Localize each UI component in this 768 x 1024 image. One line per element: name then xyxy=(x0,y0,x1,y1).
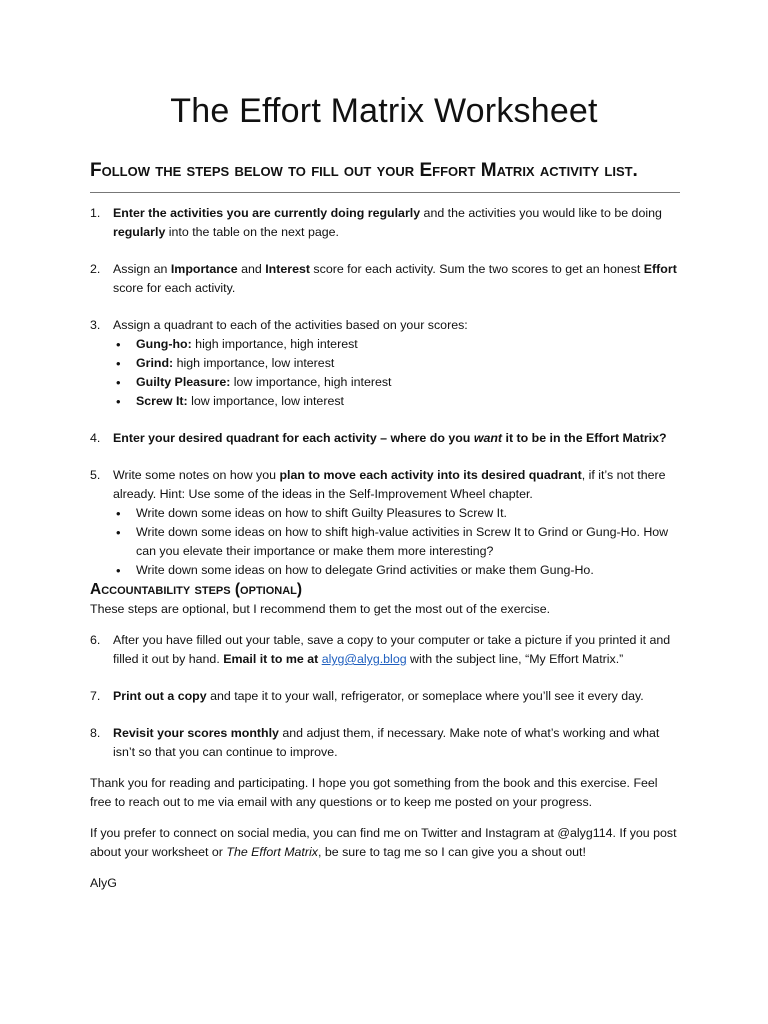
accountability-intro: These steps are optional, but I recommend them to get the most out of the exercise. xyxy=(90,602,551,616)
paragraph-text: , be sure to tag me so I can give you a shout out! xyxy=(317,845,586,859)
email-link[interactable]: alyg@alyg.blog xyxy=(321,652,407,666)
quadrant-description: high importance, low interest xyxy=(173,356,335,370)
step-8 xyxy=(90,724,680,762)
list-item xyxy=(113,335,680,354)
step-number: 3. xyxy=(90,318,101,332)
step-text-bold: Enter the activities you are currently doing regularly xyxy=(113,206,421,220)
signature: AlyG xyxy=(90,876,117,890)
step-1 xyxy=(90,204,680,242)
step-text: with the subject line, “My Effort Matrix.” xyxy=(406,652,624,666)
step-text: it to be in the Effort Matrix? xyxy=(502,431,667,445)
quadrant-label: Grind: xyxy=(136,356,174,370)
step-text-bold: Revisit your scores monthly xyxy=(113,726,279,740)
section-heading-instructions: Follow the steps below to fill out your Effort Matrix activity list. xyxy=(90,160,638,181)
step-number: 5. xyxy=(90,468,101,482)
list-item xyxy=(113,373,680,392)
quadrant-label: Guilty Pleasure: xyxy=(136,375,231,389)
list-item xyxy=(113,392,680,411)
step-text-bold: desired quadrant xyxy=(178,431,279,445)
quadrant-list xyxy=(90,335,680,411)
step-text: and tape it to your wall, refrigerator, or someplace where you’ll see it every day. xyxy=(206,689,644,703)
step-number: 6. xyxy=(90,633,101,647)
step-text-bold: Effort xyxy=(643,262,677,276)
quadrant-description: low importance, low interest xyxy=(187,394,344,408)
document-body xyxy=(90,204,680,893)
heading-divider xyxy=(90,192,680,193)
closing-paragraph: Thank you for reading and participating. I hope you got something from the book and this exercise. Feel free to reach out to me via email with any questions or to keep me posted on your progress. xyxy=(90,776,658,809)
step-7 xyxy=(90,687,680,706)
step-number: 7. xyxy=(90,689,101,703)
step-text: score for each activity. Sum the two scores to get an honest xyxy=(309,262,644,276)
step-text: After you have filled out your table, save a copy to your computer or take a picture if you printed it and filled it out by hand. xyxy=(113,633,671,666)
page-title: The Effort Matrix Worksheet xyxy=(170,92,598,130)
step-text: Assign an xyxy=(113,262,171,276)
step-number: 1. xyxy=(90,206,101,220)
section-heading-accountability: Accountability steps (optional) xyxy=(90,581,303,598)
step-text-italic: want xyxy=(473,431,503,445)
step-text: and xyxy=(237,262,266,276)
list-item: • Write down some ideas on how to shift high-value activities in Screw It to Grind or Gung-Ho. How can you elevate their importance or make them more interesting? xyxy=(113,523,680,561)
step-5 xyxy=(90,466,680,504)
quadrant-label: Gung-ho: xyxy=(136,337,192,351)
notes-list xyxy=(90,504,680,580)
step-number: 8. xyxy=(90,726,101,740)
list-item xyxy=(113,354,680,373)
paragraph-text: If you prefer to connect on social media, you can find me on Twitter and Instagram at @alyg114. If you post about your worksheet or xyxy=(90,826,677,859)
step-text: Enter your xyxy=(113,431,179,445)
step-text-bold: Importance xyxy=(170,262,238,276)
social-paragraph xyxy=(90,824,680,862)
book-title: The Effort Matrix xyxy=(226,845,318,859)
list-item: • Write down some ideas on how to delegate Grind activities or make them Gung-Ho. xyxy=(113,561,680,580)
step-text: , if it’s not there already. Hint: Use some of the ideas in the Self-Improvement Wheel chapter. xyxy=(113,468,666,501)
step-text: for each activity – where do you xyxy=(278,431,474,445)
step-text-bold: Email it to me at xyxy=(223,652,322,666)
step-number: 4. xyxy=(90,431,101,445)
step-4 xyxy=(90,429,680,448)
list-item: • Write down some ideas on how to shift Guilty Pleasures to Screw It. xyxy=(113,504,680,523)
step-text-bold: Print out a copy xyxy=(113,689,207,703)
step-text: score for each activity. xyxy=(113,281,236,295)
step-text: Assign a quadrant to each of the activities based on your scores: xyxy=(113,318,468,332)
step-text-bold: regularly xyxy=(113,225,166,239)
step-2 xyxy=(90,260,680,298)
step-text: Write some notes on how you xyxy=(113,468,280,482)
step-number: 2. xyxy=(90,262,101,276)
quadrant-description: low importance, high interest xyxy=(230,375,392,389)
step-text: into the table on the next page. xyxy=(165,225,339,239)
step-3 xyxy=(90,316,680,335)
quadrant-label: Screw It: xyxy=(136,394,188,408)
step-text-bold: plan to move each activity into its desired quadrant xyxy=(279,468,582,482)
step-text-bold: Interest xyxy=(265,262,310,276)
step-text: and adjust them, if necessary. Make note of what’s working and what isn’t so that you can continue to improve. xyxy=(113,726,660,759)
step-text: and the activities you would like to be doing xyxy=(420,206,662,220)
quadrant-description: high importance, high interest xyxy=(191,337,358,351)
step-6 xyxy=(90,631,680,669)
